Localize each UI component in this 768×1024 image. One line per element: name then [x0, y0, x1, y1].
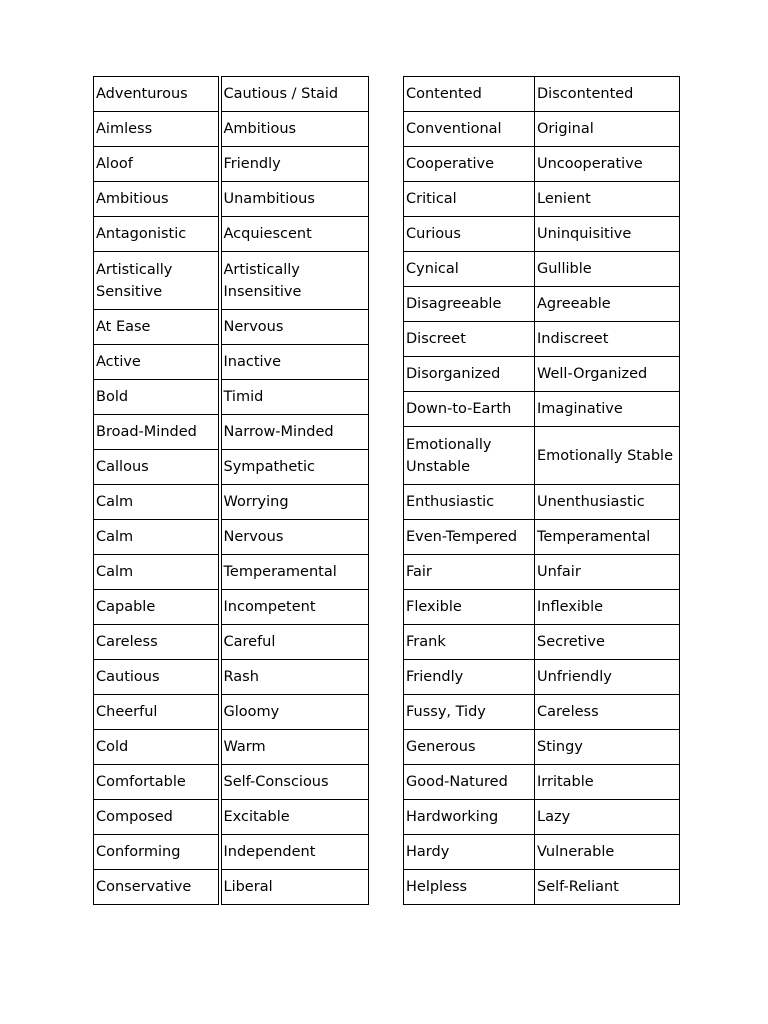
left-opposite-trait-cell: Ambitious	[220, 112, 369, 147]
right-trait-cell: Cynical	[404, 252, 535, 287]
left-trait-cell: Calm	[94, 485, 220, 520]
right-table-row	[404, 485, 680, 520]
left-trait-cell: Broad-Minded	[94, 415, 220, 450]
right-trait-cell: Helpless	[404, 870, 535, 905]
left-trait-cell: Conforming	[94, 835, 220, 870]
left-table-row	[94, 485, 369, 520]
left-trait-cell: Active	[94, 345, 220, 380]
left-table-row	[94, 555, 369, 590]
left-table-body	[94, 77, 369, 905]
left-word-pair-table	[93, 76, 369, 905]
left-table-row	[94, 520, 369, 555]
right-opposite-trait-cell: Careless	[535, 695, 680, 730]
right-trait-cell: Enthusiastic	[404, 485, 535, 520]
right-trait-cell: Emotionally Unstable	[404, 427, 535, 485]
left-opposite-trait-cell: Temperamental	[220, 555, 369, 590]
left-table-row	[94, 147, 369, 182]
right-opposite-trait-cell: Lazy	[535, 800, 680, 835]
right-trait-cell: Even-Tempered	[404, 520, 535, 555]
left-opposite-trait-cell: Warm	[220, 730, 369, 765]
left-opposite-trait-cell: Nervous	[220, 520, 369, 555]
right-trait-cell: Generous	[404, 730, 535, 765]
right-opposite-trait-cell: Gullible	[535, 252, 680, 287]
left-table-row	[94, 77, 369, 112]
right-opposite-trait-cell: Uncooperative	[535, 147, 680, 182]
left-opposite-trait-cell: Gloomy	[220, 695, 369, 730]
left-trait-cell: Careless	[94, 625, 220, 660]
left-opposite-trait-cell: Narrow-Minded	[220, 415, 369, 450]
left-trait-cell: Capable	[94, 590, 220, 625]
right-table-row	[404, 625, 680, 660]
left-opposite-trait-cell: Careful	[220, 625, 369, 660]
left-trait-cell: Callous	[94, 450, 220, 485]
left-table-row	[94, 870, 369, 905]
right-table-row	[404, 287, 680, 322]
left-trait-cell: Artistically Sensitive	[94, 252, 220, 310]
right-table-row	[404, 835, 680, 870]
right-trait-cell: Hardy	[404, 835, 535, 870]
right-trait-cell: Frank	[404, 625, 535, 660]
right-table-body	[404, 77, 680, 905]
left-trait-cell: Bold	[94, 380, 220, 415]
left-table-row	[94, 182, 369, 217]
left-opposite-trait-cell: Acquiescent	[220, 217, 369, 252]
left-table-row	[94, 345, 369, 380]
right-opposite-trait-cell: Agreeable	[535, 287, 680, 322]
right-opposite-trait-cell: Irritable	[535, 765, 680, 800]
left-opposite-trait-cell: Worrying	[220, 485, 369, 520]
right-table-row	[404, 730, 680, 765]
left-trait-cell: Aloof	[94, 147, 220, 182]
right-table-row	[404, 182, 680, 217]
right-trait-cell: Disagreeable	[404, 287, 535, 322]
left-opposite-trait-cell: Friendly	[220, 147, 369, 182]
left-table-row	[94, 380, 369, 415]
left-trait-cell: Aimless	[94, 112, 220, 147]
right-trait-cell: Hardworking	[404, 800, 535, 835]
right-opposite-trait-cell: Vulnerable	[535, 835, 680, 870]
right-opposite-trait-cell: Inflexible	[535, 590, 680, 625]
right-trait-cell: Contented	[404, 77, 535, 112]
right-table-row	[404, 147, 680, 182]
right-trait-cell: Good-Natured	[404, 765, 535, 800]
right-trait-cell: Friendly	[404, 660, 535, 695]
right-opposite-trait-cell: Stingy	[535, 730, 680, 765]
right-opposite-trait-cell: Lenient	[535, 182, 680, 217]
right-table-row	[404, 427, 680, 485]
left-trait-cell: Ambitious	[94, 182, 220, 217]
left-trait-cell: Composed	[94, 800, 220, 835]
right-trait-cell: Down-to-Earth	[404, 392, 535, 427]
left-opposite-trait-cell: Cautious / Staid	[220, 77, 369, 112]
left-trait-cell: Adventurous	[94, 77, 220, 112]
left-opposite-trait-cell: Nervous	[220, 310, 369, 345]
left-opposite-trait-cell: Sympathetic	[220, 450, 369, 485]
right-opposite-trait-cell: Uninquisitive	[535, 217, 680, 252]
right-word-pair-table	[403, 76, 680, 905]
right-table-row	[404, 217, 680, 252]
right-opposite-trait-cell: Self-Reliant	[535, 870, 680, 905]
right-opposite-trait-cell: Discontented	[535, 77, 680, 112]
right-trait-cell: Curious	[404, 217, 535, 252]
right-table-row	[404, 357, 680, 392]
left-opposite-trait-cell: Rash	[220, 660, 369, 695]
right-trait-cell: Fair	[404, 555, 535, 590]
right-trait-cell: Flexible	[404, 590, 535, 625]
right-trait-cell: Cooperative	[404, 147, 535, 182]
left-trait-cell: Calm	[94, 520, 220, 555]
left-opposite-trait-cell: Incompetent	[220, 590, 369, 625]
left-opposite-trait-cell: Artistically Insensitive	[220, 252, 369, 310]
right-table-row	[404, 392, 680, 427]
right-trait-cell: Conventional	[404, 112, 535, 147]
left-opposite-trait-cell: Excitable	[220, 800, 369, 835]
left-table-row	[94, 800, 369, 835]
right-table-row	[404, 252, 680, 287]
left-table-row	[94, 695, 369, 730]
right-opposite-trait-cell: Original	[535, 112, 680, 147]
right-opposite-trait-cell: Secretive	[535, 625, 680, 660]
right-table-row	[404, 77, 680, 112]
right-trait-cell: Disorganized	[404, 357, 535, 392]
right-opposite-trait-cell: Unenthusiastic	[535, 485, 680, 520]
right-table-row	[404, 765, 680, 800]
left-opposite-trait-cell: Liberal	[220, 870, 369, 905]
left-table-row	[94, 765, 369, 800]
right-opposite-trait-cell: Emotionally Stable	[535, 427, 680, 485]
left-table-row	[94, 660, 369, 695]
right-table-row	[404, 695, 680, 730]
left-table-row	[94, 310, 369, 345]
left-trait-cell: Cheerful	[94, 695, 220, 730]
left-opposite-trait-cell: Self-Conscious	[220, 765, 369, 800]
left-trait-cell: Antagonistic	[94, 217, 220, 252]
left-table-row	[94, 590, 369, 625]
left-trait-cell: Conservative	[94, 870, 220, 905]
right-table-row	[404, 660, 680, 695]
right-opposite-trait-cell: Imaginative	[535, 392, 680, 427]
right-trait-cell: Critical	[404, 182, 535, 217]
left-table-row	[94, 835, 369, 870]
right-trait-cell: Discreet	[404, 322, 535, 357]
right-table-row	[404, 112, 680, 147]
left-table-row	[94, 415, 369, 450]
left-table-row	[94, 730, 369, 765]
right-table-row	[404, 590, 680, 625]
left-opposite-trait-cell: Independent	[220, 835, 369, 870]
right-table-row	[404, 800, 680, 835]
left-trait-cell: At Ease	[94, 310, 220, 345]
right-table-row	[404, 870, 680, 905]
left-opposite-trait-cell: Timid	[220, 380, 369, 415]
right-opposite-trait-cell: Unfair	[535, 555, 680, 590]
right-trait-cell: Fussy, Tidy	[404, 695, 535, 730]
left-trait-cell: Cautious	[94, 660, 220, 695]
left-table-row	[94, 217, 369, 252]
left-table-row	[94, 625, 369, 660]
right-opposite-trait-cell: Indiscreet	[535, 322, 680, 357]
left-table-row	[94, 112, 369, 147]
left-trait-cell: Cold	[94, 730, 220, 765]
left-table-row	[94, 252, 369, 310]
right-table-row	[404, 555, 680, 590]
left-opposite-trait-cell: Unambitious	[220, 182, 369, 217]
right-opposite-trait-cell: Well-Organized	[535, 357, 680, 392]
left-table-row	[94, 450, 369, 485]
right-table-row	[404, 520, 680, 555]
left-trait-cell: Comfortable	[94, 765, 220, 800]
left-trait-cell: Calm	[94, 555, 220, 590]
right-table-row	[404, 322, 680, 357]
left-opposite-trait-cell: Inactive	[220, 345, 369, 380]
right-opposite-trait-cell: Unfriendly	[535, 660, 680, 695]
right-opposite-trait-cell: Temperamental	[535, 520, 680, 555]
